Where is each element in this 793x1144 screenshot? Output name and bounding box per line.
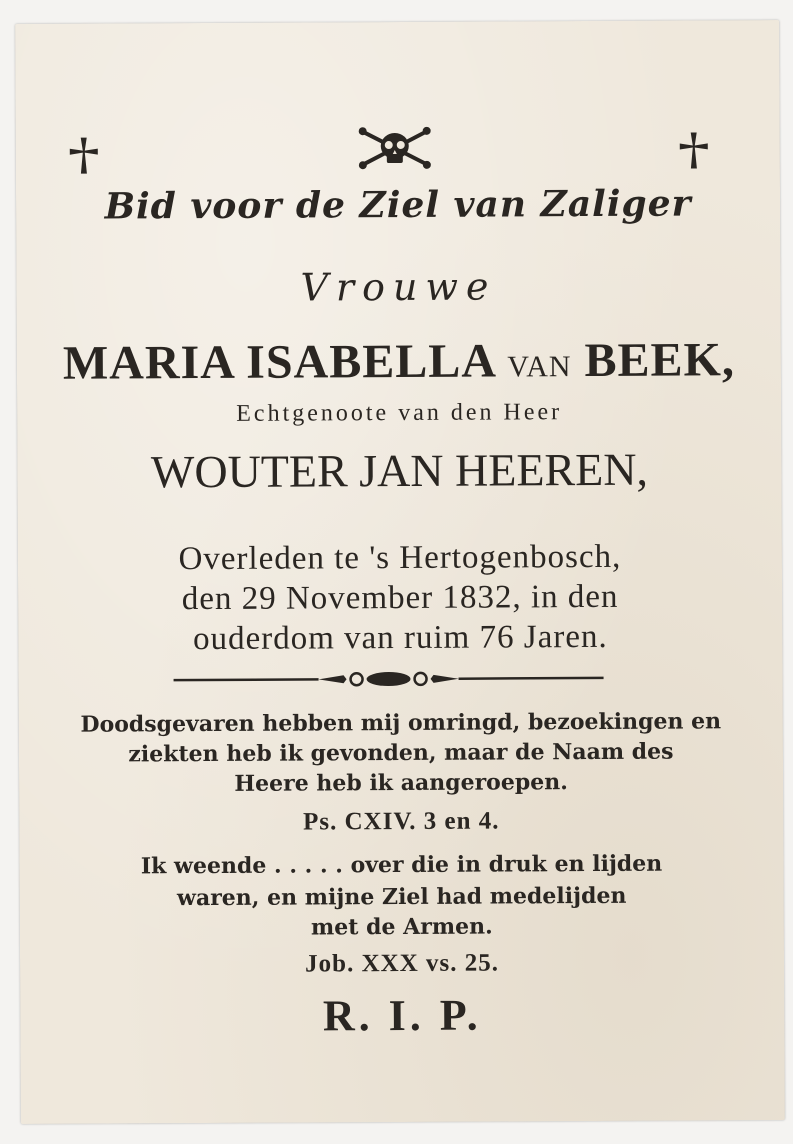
death-line: den 29 November 1832, in den [181,578,619,618]
cross-pattee-icon [64,136,104,176]
deceased-given-names: MARIA ISABELLA [62,334,495,390]
verse-reference: Job. XXX vs. 25. [305,949,500,978]
title-vrouwe: Vrouwe [300,264,497,310]
deceased-name [17,332,781,391]
skull-and-crossbones-icon [358,126,432,170]
closing-rip: R. I. P. [322,990,482,1041]
verse-reference: Ps. CXIV. 3 en 4. [303,807,500,836]
memorial-card [15,20,785,1124]
verse-line: Heere heb ik aangeroepen. [234,769,568,797]
verse-line: waren, en mijne Ziel had medelijden [176,882,627,912]
verse-line: Doodsgevaren hebben mij omringd, bezoekingen en [80,708,722,738]
deceased-name-particle: VAN [507,350,572,384]
ornamental-rule-icon [168,663,608,695]
verse-line: ziekten heb ik gevonden, maar de Naam des [128,738,674,768]
death-line: Overleden te 's Hertogenbosch, [178,538,622,578]
spouse-name: WOUTER JAN HEEREN, [150,443,649,498]
verse-line: Ik weende . . . . . over die in druk en lijden [140,850,663,880]
death-line: ouderdom van ruim 76 Jaren. [192,618,608,658]
cross-pattee-icon [674,130,714,170]
spouse-label: Echtgenoote van den Heer [236,399,563,427]
deceased-surname: BEEK [584,333,723,388]
deceased-name-comma: , [721,333,736,387]
verse-line: met de Armen. [310,913,493,941]
heading: Bid voor de Ziel van Zaliger [104,182,692,228]
